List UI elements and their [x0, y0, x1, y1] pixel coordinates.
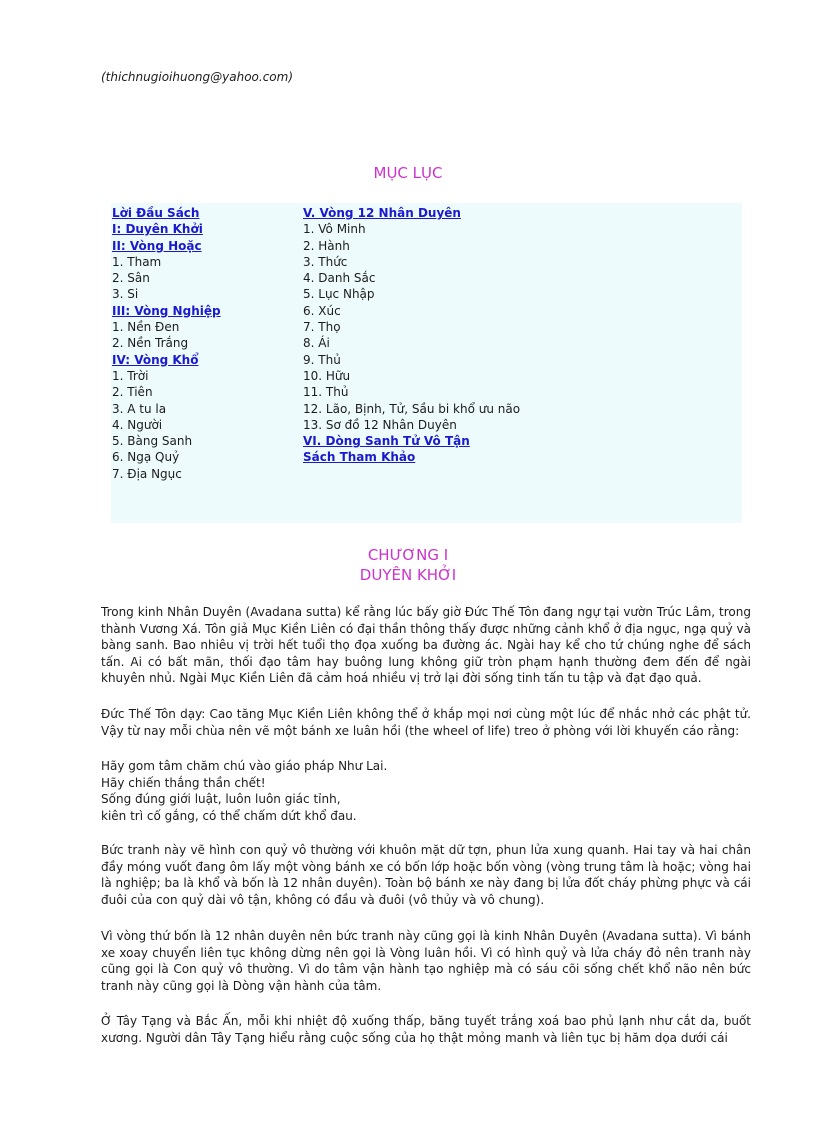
toc-item: 9. Thủ	[303, 352, 341, 367]
verse	[101, 758, 387, 824]
toc-item: 1. Vô Minh	[303, 222, 366, 237]
toc-item: 11. Thủ	[303, 385, 349, 400]
verse-line: Hãy chiến thắng thần chết!	[101, 775, 266, 790]
toc-link[interactable]: I: Duyên Khởi	[112, 222, 203, 237]
toc-item: 2. Nền Trắng	[112, 336, 189, 351]
toc-item: 4. Người	[112, 417, 163, 432]
toc-item: 8. Ái	[303, 336, 330, 351]
toc-item: 2. Tiên	[112, 385, 153, 400]
toc-link[interactable]: IV: Vòng Khổ	[112, 352, 199, 367]
toc-item: 3. Thức	[303, 254, 348, 269]
toc-link[interactable]: II: Vòng Hoặc	[112, 238, 202, 253]
paragraph: Vì vòng thứ bốn là 12 nhân duyên nên bức tranh này cũng gọi là kinh Nhân Duyên (Avadana sutta). Vì bánh xe xoay chuyển liên tục không dừng nên gọi là Vòng luân hồi. Vì có hình quỷ và lửa cháy đỏ nên tranh này cũng gọi là Con quỷ vô thường. Vì do tâm vận hành tạo nghiệp mà có sáu cõi sống chết khổ não nên bức tranh này cũng gọi là Dòng vận hành của tâm.	[101, 929, 751, 993]
toc-item: 10. Hữu	[303, 368, 351, 383]
toc-item: 2. Hành	[303, 238, 350, 253]
toc-link[interactable]: Sách Tham Khảo	[303, 450, 416, 465]
toc-item: 13. Sơ đồ 12 Nhân Duyên	[303, 417, 457, 432]
toc-link[interactable]: VI. Dòng Sanh Tử Vô Tận	[303, 434, 470, 449]
toc-item: 5. Lục Nhập	[303, 287, 375, 302]
toc-right-column	[303, 205, 520, 466]
toc-item: 1. Tham	[112, 254, 162, 269]
toc-item: 12. Lão, Bịnh, Tử, Sầu bi khổ ưu não	[303, 401, 521, 416]
toc-item: 5. Bàng Sanh	[112, 434, 193, 449]
paragraph: Đức Thế Tôn dạy: Cao tăng Mục Kiền Liên không thể ở khắp mọi nơi cùng một lúc để nhắc nhở các phật tử. Vậy từ nay mỗi chùa nên vẽ một bánh xe luân hồi (the wheel of life) treo ở phòng với lời khuyến cáo rằng:	[101, 707, 751, 738]
toc-link[interactable]: Lời Đầu Sách	[112, 206, 200, 220]
toc-item: 1. Trời	[112, 368, 149, 383]
toc-item: 3. Si	[112, 287, 139, 302]
paragraph: Bức tranh này vẽ hình con quỷ vô thường với khuôn mặt dữ tợn, phun lửa xung quanh. Hai tay và hai chân đầy móng vuốt đang ôm lấy một vòng bánh xe có bốn lớp hoặc bốn vòng (vòng trung tâm là hoặc; vòng hai là nghiệp; ba là khổ và bốn là 12 nhân duyên). Toàn bộ bánh xe này đang bị lửa đốt cháy phừng phực và cái đuôi của con quỷ dài vô tận, không có đầu và đuôi (vô thủy và vô chung).	[101, 843, 751, 907]
chapter-title: DUYÊN KHỞI	[359, 566, 457, 584]
toc-item: 7. Thọ	[303, 320, 341, 335]
table-of-contents	[111, 203, 742, 523]
chapter-number: CHƯƠNG I	[367, 546, 449, 564]
verse-line: kiên trì cố gắng, có thể chấm dứt khổ đau.	[101, 808, 357, 823]
toc-item: 4. Danh Sắc	[303, 271, 376, 286]
toc-item: 2. Sân	[112, 271, 150, 286]
paragraph: Ở Tây Tạng và Bắc Ấn, mỗi khi nhiệt độ xuống thấp, băng tuyết trắng xoá bao phủ lạnh như cắt da, buốt xương. Người dân Tây Tạng hiểu rằng cuộc sống của họ thật mỏng manh và liên tục bị hăm dọa dưới cái	[101, 1014, 751, 1045]
author-email: (thichnugioihuong@yahoo.com)	[101, 70, 294, 84]
verse-line: Hãy gom tâm chăm chú vào giáo pháp Như Lai.	[101, 759, 388, 773]
verse-line: Sống đúng giới luật, luôn luôn giác tỉnh,	[101, 792, 341, 806]
toc-title: MỤC LỤC	[373, 164, 443, 182]
toc-item: 6. Xúc	[303, 303, 341, 318]
toc-link[interactable]: III: Vòng Nghiệp	[112, 303, 221, 318]
toc-link[interactable]: V. Vòng 12 Nhân Duyên	[303, 206, 461, 220]
toc-item: 1. Nền Đen	[112, 320, 180, 335]
toc-item: 3. A tu la	[112, 401, 167, 416]
toc-item: 7. Địa Ngục	[112, 466, 182, 481]
toc-item: 6. Ngạ Quỷ	[112, 450, 180, 465]
paragraph: Trong kinh Nhân Duyên (Avadana sutta) kể rằng lúc bấy giờ Đức Thế Tôn đang ngự tại vườn Trúc Lâm, trong thành Vương Xá. Tôn giả Mục Kiền Liên có đại thần thông thấy được những cảnh khổ ở địa ngục, ngạ quỷ và bàng sanh. Bao nhiêu vị trời hết tuổi thọ đọa xuống ba đường ác. Ngài hay kể cho tứ chúng nghe để sách tấn. Ai có bất mãn, thối đạo tâm hay buông lung không giữ tròn phạm hạnh thường đem đến để ngài khuyên nhủ. Ngài Mục Kiền Liên đã cảm hoá nhiều vị trở lại đời sống tinh tấn tu tập và đạt đạo quả.	[101, 605, 751, 685]
toc-left-column	[112, 205, 221, 482]
